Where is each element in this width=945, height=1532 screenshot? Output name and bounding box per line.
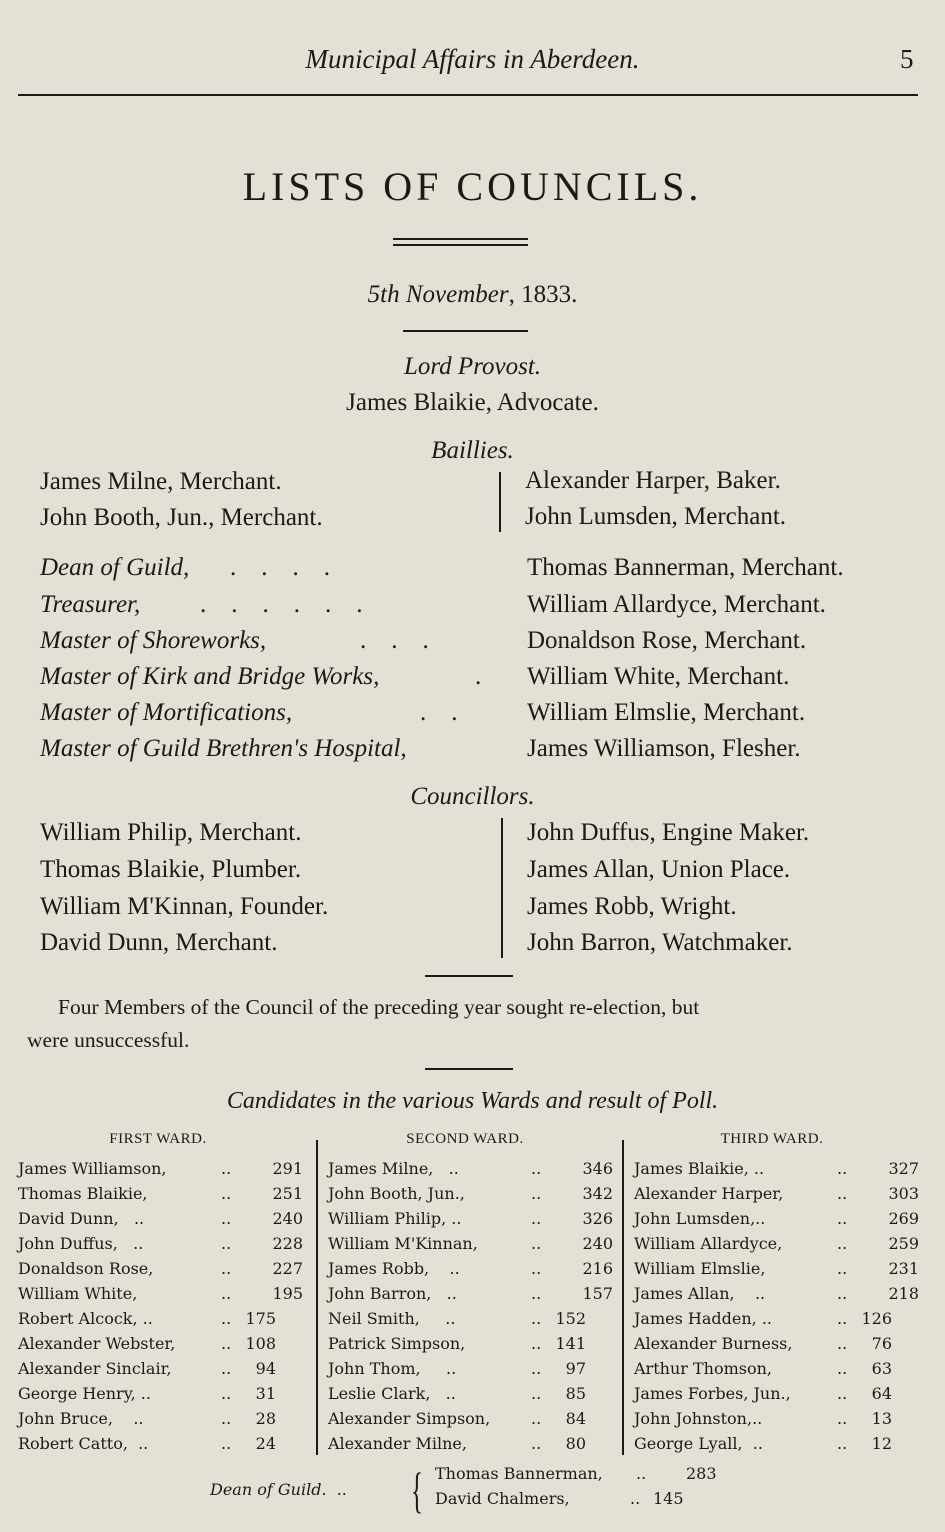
candidate-name: John Booth, Jun.,	[328, 1184, 465, 1203]
councillors-divider	[501, 818, 503, 958]
candidate-leader-dots: ..	[221, 1234, 232, 1253]
candidate-votes: 141	[555, 1334, 586, 1353]
office-leader-dots: .	[475, 663, 482, 690]
dean-candidate-1	[435, 1463, 603, 1485]
lord-provost-name: James Blaikie, Advocate.	[346, 389, 599, 416]
lord-provost-heading: Lord Provost.	[403, 353, 542, 380]
candidate-leader-dots: ..	[531, 1184, 542, 1203]
candidate-name: Alexander Sinclair,	[18, 1359, 172, 1378]
candidate-votes: 326	[582, 1209, 613, 1228]
candidate-votes: 291	[272, 1159, 303, 1178]
candidate-leader-dots: ..	[221, 1284, 232, 1303]
ward-heading: THIRD WARD.	[720, 1131, 824, 1147]
candidate-leader-dots: ..	[531, 1409, 542, 1428]
office-title: Dean of Guild,	[40, 554, 190, 581]
candidate-name: William White,	[18, 1284, 138, 1303]
councillor-left: William Philip, Merchant.	[40, 819, 302, 846]
office-holder: James Williamson, Flesher.	[527, 735, 801, 762]
candidate-name: James Blaikie, ..	[634, 1159, 765, 1178]
candidate-votes: 108	[245, 1334, 276, 1353]
page-title: LISTS OF COUNCILS.	[242, 164, 703, 209]
candidate-name: John Bruce, ..	[18, 1409, 144, 1428]
dean-candidate-name: David Chalmers,	[435, 1489, 570, 1508]
candidate-name: Robert Alcock, ..	[18, 1309, 153, 1328]
office-holder: William Elmslie, Merchant.	[527, 699, 806, 726]
candidate-leader-dots: ..	[837, 1284, 848, 1303]
candidate-name: John Johnston,..	[634, 1409, 763, 1428]
candidate-leader-dots: ..	[221, 1384, 232, 1403]
candidate-votes: 342	[582, 1184, 613, 1203]
header-rule	[18, 94, 918, 96]
candidate-name: William Philip, ..	[328, 1209, 462, 1228]
candidate-leader-dots: ..	[531, 1384, 542, 1403]
dean-candidate-votes: 283	[686, 1464, 717, 1483]
candidate-votes: 175	[245, 1309, 276, 1328]
candidate-name: Alexander Webster,	[18, 1334, 176, 1353]
candidate-name: Thomas Blaikie,	[18, 1184, 148, 1203]
candidate-name: John Duffus, ..	[18, 1234, 144, 1253]
candidate-name: Donaldson Rose,	[18, 1259, 154, 1278]
candidate-leader-dots: ..	[531, 1209, 542, 1228]
candidate-leader-dots: ..	[837, 1309, 848, 1328]
date-rule	[403, 330, 528, 332]
office-title: Master of Kirk and Bridge Works,	[40, 663, 380, 690]
candidate-leader-dots: ..	[531, 1359, 542, 1378]
candidate-votes: 228	[272, 1234, 303, 1253]
office-holder: Donaldson Rose, Merchant.	[527, 627, 807, 654]
candidate-leader-dots: ..	[221, 1409, 232, 1428]
office-title: Master of Guild Brethren's Hospital,	[40, 735, 407, 762]
ward-heading: SECOND WARD.	[406, 1131, 524, 1147]
candidate-leader-dots: ..	[837, 1434, 848, 1453]
candidate-name: Alexander Burness,	[634, 1334, 793, 1353]
candidate-votes: 64	[871, 1384, 892, 1403]
candidate-name: John Thom, ..	[328, 1359, 457, 1378]
office-leader-dots: . . . . . .	[200, 591, 363, 618]
candidate-name: James Forbes, Jun.,	[634, 1384, 791, 1403]
candidate-votes: 13	[871, 1409, 892, 1428]
candidate-votes: 94	[255, 1359, 276, 1378]
candidate-votes: 240	[582, 1234, 613, 1253]
poll-heading: Candidates in the various Wards and result of Poll.	[226, 1088, 719, 1114]
ward-divider-1	[316, 1140, 318, 1455]
office-title: Master of Mortifications,	[40, 699, 293, 726]
candidate-leader-dots: ..	[221, 1209, 232, 1228]
candidate-name: Alexander Milne,	[328, 1434, 467, 1453]
candidate-leader-dots: ..	[837, 1409, 848, 1428]
councillor-right: John Duffus, Engine Maker.	[527, 819, 810, 846]
note-line-2: were unsuccessful.	[27, 1028, 190, 1052]
candidate-votes: 216	[582, 1259, 613, 1278]
candidate-name: William M'Kinnan,	[328, 1234, 478, 1253]
candidate-name: Leslie Clark, ..	[328, 1384, 456, 1403]
candidate-votes: 269	[888, 1209, 919, 1228]
candidate-votes: 12	[871, 1434, 892, 1453]
candidate-name: Alexander Harper,	[634, 1184, 784, 1203]
candidate-leader-dots: ..	[221, 1434, 232, 1453]
candidate-votes: 303	[888, 1184, 919, 1203]
candidate-leader-dots: ..	[531, 1234, 542, 1253]
candidate-leader-dots: ..	[531, 1284, 542, 1303]
ward-divider-2	[622, 1140, 624, 1455]
candidate-leader-dots: ..	[221, 1159, 232, 1178]
candidate-leader-dots: ..	[221, 1184, 232, 1203]
candidate-leader-dots: ..	[221, 1359, 232, 1378]
candidate-leader-dots: ..	[531, 1259, 542, 1278]
section-rule	[425, 975, 513, 977]
note-line-1: Four Members of the Council of the preceding year sought re-election, but	[58, 995, 700, 1019]
candidate-name: Robert Catto, ..	[18, 1434, 149, 1453]
office-leader-dots: . .	[420, 699, 458, 726]
candidate-leader-dots: ..	[221, 1309, 232, 1328]
brace-icon: {	[411, 1462, 423, 1518]
councillors-heading: Councillors.	[410, 783, 535, 810]
page-number: 5	[900, 44, 914, 74]
candidate-leader-dots: ..	[837, 1334, 848, 1353]
candidate-leader-dots: ..	[221, 1259, 232, 1278]
dean-candidate-votes: 145	[653, 1489, 684, 1508]
councillor-right: John Barron, Watchmaker.	[527, 929, 793, 956]
candidate-name: Arthur Thomson,	[634, 1359, 772, 1378]
candidate-votes: 152	[555, 1309, 586, 1328]
candidate-votes: 218	[888, 1284, 919, 1303]
baillies-heading: Baillies.	[431, 437, 514, 464]
office-leader-dots: . . . .	[230, 554, 330, 581]
candidate-name: James Allan, ..	[634, 1284, 766, 1303]
candidate-name: James Williamson,	[18, 1159, 167, 1178]
councillor-right: James Robb, Wright.	[527, 893, 737, 920]
dean-of-guild-label	[210, 1479, 347, 1501]
candidate-name: William Elmslie,	[634, 1259, 766, 1278]
dean-candidate-dots: ..	[630, 1489, 641, 1508]
candidate-leader-dots: ..	[837, 1359, 848, 1378]
candidate-votes: 327	[888, 1159, 919, 1178]
candidate-votes: 157	[582, 1284, 613, 1303]
candidate-votes: 28	[255, 1409, 276, 1428]
candidate-leader-dots: ..	[837, 1159, 848, 1178]
candidate-votes: 31	[255, 1384, 276, 1403]
councillor-right: James Allan, Union Place.	[527, 856, 791, 883]
dean-candidate-dots: ..	[636, 1464, 647, 1483]
candidate-leader-dots: ..	[531, 1334, 542, 1353]
candidate-votes: 346	[582, 1159, 613, 1178]
candidate-votes: 84	[565, 1409, 586, 1428]
dean-candidate-name: Thomas Bannerman,	[435, 1464, 603, 1483]
candidate-name: John Barron, ..	[328, 1284, 457, 1303]
candidate-votes: 63	[871, 1359, 892, 1378]
council-date	[0, 280, 945, 310]
candidate-leader-dots: ..	[837, 1234, 848, 1253]
candidate-votes: 259	[888, 1234, 919, 1253]
baillie-left-1: James Milne, Merchant.	[40, 468, 282, 495]
dean-label-dots: ..	[336, 1480, 347, 1499]
title-double-rule-top	[393, 238, 528, 240]
candidate-name: James Milne, ..	[328, 1159, 459, 1178]
section-rule-2	[425, 1068, 513, 1070]
candidate-leader-dots: ..	[531, 1309, 542, 1328]
candidate-name: George Henry, ..	[18, 1384, 151, 1403]
candidate-name: Alexander Simpson,	[328, 1409, 491, 1428]
candidate-votes: 85	[565, 1384, 586, 1403]
candidate-votes: 24	[255, 1434, 276, 1453]
baillie-left-2: John Booth, Jun., Merchant.	[40, 504, 323, 531]
candidate-votes: 126	[861, 1309, 892, 1328]
candidate-name: George Lyall, ..	[634, 1434, 763, 1453]
candidate-name: John Lumsden,..	[634, 1209, 766, 1228]
candidate-name: Patrick Simpson,	[328, 1334, 466, 1353]
candidate-leader-dots: ..	[837, 1384, 848, 1403]
candidate-votes: 251	[272, 1184, 303, 1203]
ward-heading: FIRST WARD.	[109, 1131, 207, 1147]
councillor-left: David Dunn, Merchant.	[40, 929, 278, 956]
candidate-leader-dots: ..	[221, 1334, 232, 1353]
date-day-month: 5th November	[367, 281, 509, 308]
baillie-right-2: John Lumsden, Merchant.	[525, 503, 787, 530]
candidate-name: James Hadden, ..	[634, 1309, 772, 1328]
candidate-votes: 227	[272, 1259, 303, 1278]
running-title: Municipal Affairs in Aberdeen.	[305, 44, 640, 74]
dean-candidate-2	[435, 1488, 570, 1510]
candidate-leader-dots: ..	[837, 1209, 848, 1228]
candidate-leader-dots: ..	[531, 1159, 542, 1178]
office-holder: Thomas Bannerman, Merchant.	[527, 554, 844, 581]
dean-label-text: Dean of Guild.	[210, 1480, 327, 1499]
candidate-votes: 240	[272, 1209, 303, 1228]
office-leader-dots: . . .	[360, 627, 429, 654]
office-holder: William Allardyce, Merchant.	[527, 591, 826, 618]
title-double-rule-bottom	[393, 244, 528, 246]
office-title: Master of Shoreworks,	[40, 627, 267, 654]
candidate-name: William Allardyce,	[634, 1234, 783, 1253]
candidate-votes: 231	[888, 1259, 919, 1278]
candidate-votes: 195	[272, 1284, 303, 1303]
candidate-leader-dots: ..	[531, 1434, 542, 1453]
candidate-votes: 80	[565, 1434, 586, 1453]
baillie-right-1: Alexander Harper, Baker.	[525, 467, 781, 494]
office-title: Treasurer,	[40, 591, 141, 618]
candidate-votes: 76	[871, 1334, 892, 1353]
councillor-left: William M'Kinnan, Founder.	[40, 893, 329, 920]
candidate-name: David Dunn, ..	[18, 1209, 145, 1228]
date-year: , 1833.	[508, 281, 578, 308]
candidate-votes: 97	[565, 1359, 586, 1378]
councillor-left: Thomas Blaikie, Plumber.	[40, 856, 302, 883]
candidate-name: Neil Smith, ..	[328, 1309, 456, 1328]
candidate-leader-dots: ..	[837, 1259, 848, 1278]
candidate-leader-dots: ..	[837, 1184, 848, 1203]
candidate-name: James Robb, ..	[328, 1259, 460, 1278]
office-holder: William White, Merchant.	[527, 663, 790, 690]
baillies-divider	[499, 472, 501, 532]
